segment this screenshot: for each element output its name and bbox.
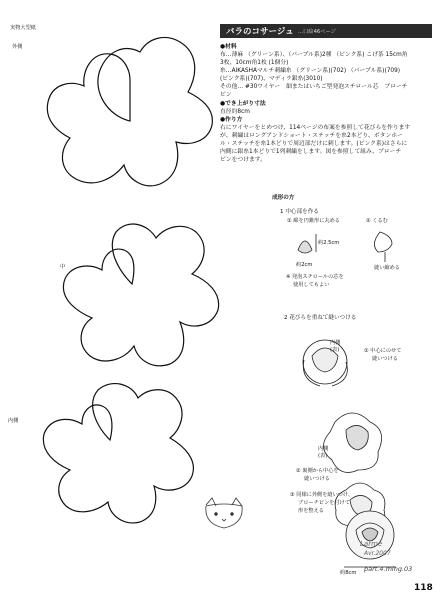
page-title: バラのコサージュ (226, 27, 294, 37)
step1a-label: ① 綿を円錐形に丸める (287, 218, 340, 224)
step1b-label: ② くるむ (366, 218, 388, 224)
flower-diagram-2 (323, 413, 381, 472)
step2a-label: ① 中心にのせて (364, 348, 402, 354)
title-bar (220, 24, 432, 38)
method-heading: ●作り方 (220, 117, 243, 123)
materials-line: (ピンク系)(707)、マディラ銀糸(3010) (220, 76, 323, 82)
rose-final-diagram (344, 511, 396, 567)
watermark-line: Avr.2007 (364, 550, 391, 557)
method-line: 内側に銀糸1本どりで1列刺繍をします。図を参照して組み、ブローチ (220, 149, 402, 155)
flower-diagram-1 (303, 340, 347, 386)
middle-label: 内側 (318, 446, 329, 452)
materials-line: その他… #30ワイヤー 細またはいちご型発泡スチロール芯 ブローチ (220, 84, 408, 90)
label-inner: 内側 (8, 418, 19, 424)
size-value: 直径約8cm (220, 109, 250, 115)
wrap-label: 縫い縮める (374, 265, 400, 271)
size-heading: ●でき上がり寸法 (220, 101, 266, 107)
inner-label: (表) (330, 347, 340, 353)
method-line: 右にワイヤーをとめつけ、114ページの布案を参照して花びらを作ります (220, 125, 411, 131)
scale-note: 実物大型紙 (10, 25, 36, 31)
step2b-label: 縫いつける (304, 476, 330, 482)
watermark-line: part.4.mlng.03 (364, 565, 413, 573)
step2-label: 2 花びらを重ねて縫いつける (284, 315, 357, 321)
label-outer: 外側 (12, 44, 23, 50)
step2c-label: ③ 同様に外側を縫いつけ、 (290, 492, 354, 498)
materials-line: 糸…AIKASHAマルチ刺繍糸 （グリーン系)(702) （パープル系)(709) (220, 68, 401, 74)
page-ref: …口絵46ページ (297, 29, 337, 35)
method-line: ル・ステッチを糸1本どりで周辺部だけに刺します。(ピンク系)はさらに (220, 141, 408, 147)
step1-note: ※ 発泡スチロールの芯を (286, 274, 344, 280)
final-dim: 約8cm (340, 570, 357, 576)
watermark-line: Larme (360, 540, 383, 548)
materials-line: ピン (220, 92, 232, 98)
page-number: 118 (414, 583, 433, 593)
materials-line: 布…薄麻 （グリーン系）、（パープル系)2種 （ピンク系) こげ茶 15cm角 (220, 52, 408, 58)
materials-line: 3枚、10cm角1枚 (1個分) (220, 60, 289, 66)
step2c-label: 形を整える (298, 508, 324, 514)
materials-section (220, 43, 435, 164)
middle-petal-pattern (63, 224, 218, 366)
inner-label: 内側 (330, 340, 341, 346)
step2b-label: ② 裏側から中心を (296, 468, 339, 474)
materials-heading: ●材料 (220, 44, 237, 50)
bud-diagram (374, 232, 392, 252)
diagram-heading: 成形の方 (272, 195, 295, 201)
method-line: ピンをつけます。 (220, 157, 266, 163)
dim-label-2: 約2cm (296, 262, 313, 268)
outer-petal-pattern (47, 37, 212, 185)
step2c-label: ブローチピンを付けて (298, 500, 350, 506)
label-middle: 中 (60, 264, 66, 270)
step1-note: 使用してもよい (293, 282, 330, 288)
cat-doodle (206, 498, 242, 528)
step2a-label: 縫いつける (372, 356, 398, 362)
cone-diagram (298, 241, 312, 253)
middle-label: (表) (318, 453, 328, 459)
dim-label-1: 約2.5cm (318, 240, 340, 246)
step1-label: 1 中心部を作る (280, 209, 319, 215)
method-line: が、刺繍はロングアンドショート・ステッチを糸2本どり、ボタンホー (220, 133, 403, 139)
inner-petal-pattern (43, 384, 193, 523)
